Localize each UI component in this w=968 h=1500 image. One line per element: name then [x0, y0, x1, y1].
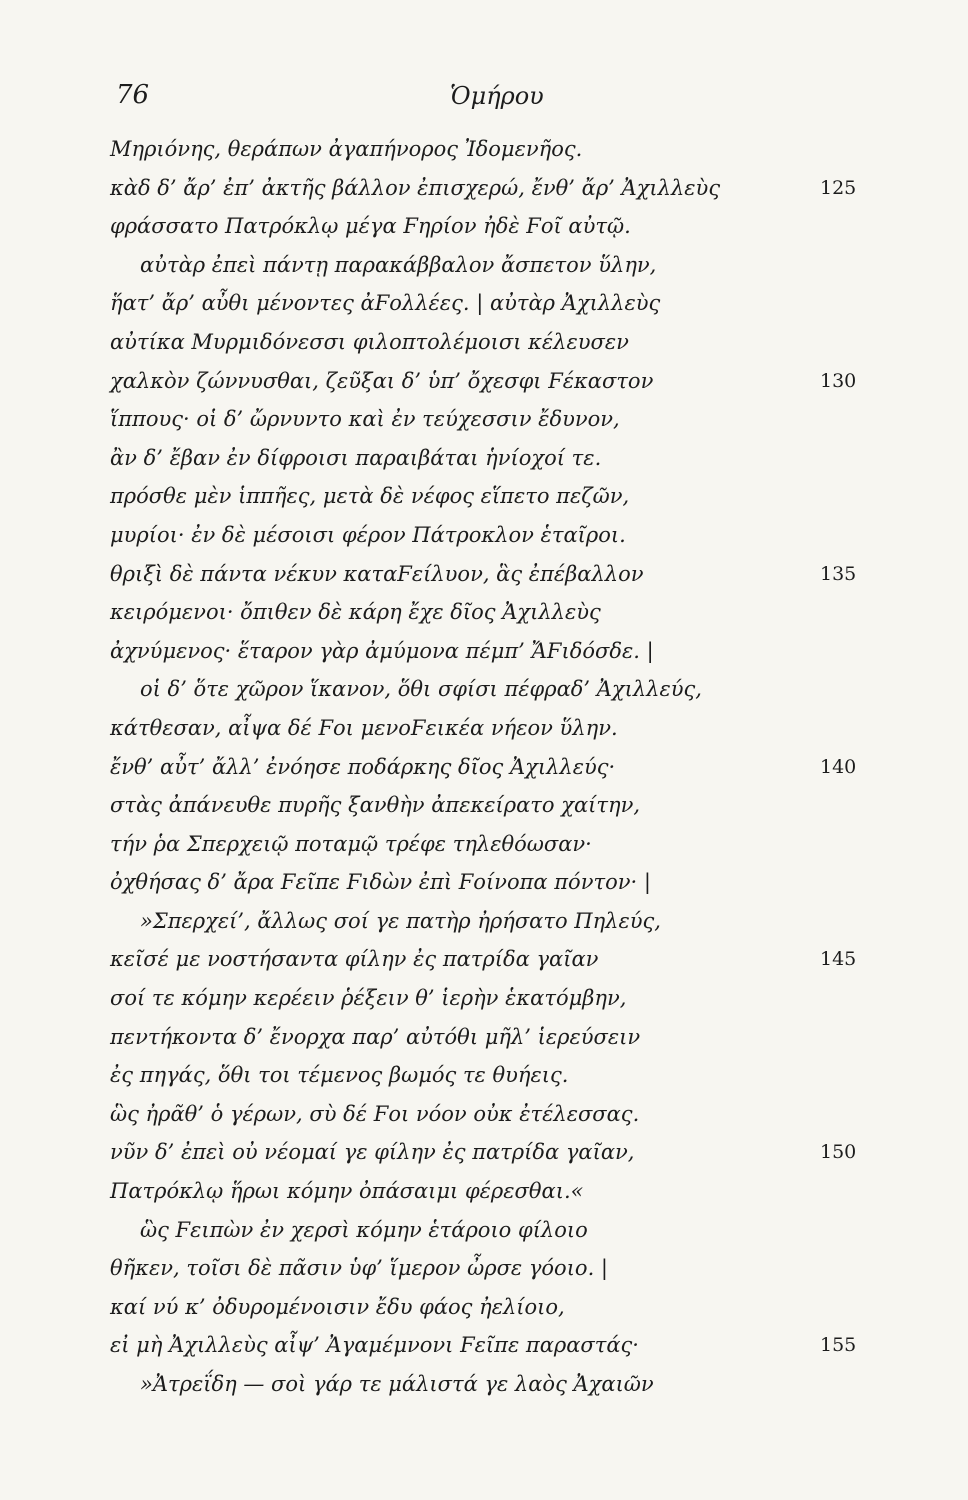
verse-line-text: κεῖσέ με νοστήσαντα φίλην ἐς πατρίδα γαῖαν	[110, 947, 599, 972]
verse-line	[110, 1288, 870, 1327]
verse-line	[110, 400, 870, 439]
verse-line-text: θῆκεν, τοῖσι δὲ πᾶσιν ὑφ’ ἵμερον ὦρσε γόοιο. |	[110, 1256, 608, 1281]
verse-line	[110, 709, 870, 748]
verse-line	[110, 940, 870, 979]
verse-line-text: ἀχνύμενος· ἕταρον γὰρ ἀμύμονα πέμπ’ ἌϜιδόσδε. |	[110, 638, 654, 663]
verse-line-text: αὐτίκα Μυρμιδόνεσσι φιλοπτολέμοισι κέλευσεν	[110, 329, 629, 354]
verse-line	[110, 902, 870, 941]
verse-line-text: καί νύ κ’ ὀδυρομένοισιν ἔδυ φάος ἠελίοιο,	[110, 1294, 565, 1319]
verse-line-text: ἥατ’ ἄρ’ αὖθι μένοντες ἀϜολλέες. | αὐτὰρ Ἀχιλλεὺς	[110, 291, 661, 316]
line-number: 140	[820, 755, 857, 778]
verse-line	[110, 786, 870, 825]
verse-line-text: ἵππους· οἱ δ’ ὤρνυντο καὶ ἐν τεύχεσσιν ἔδυνον,	[110, 407, 620, 432]
line-number: 125	[820, 176, 857, 199]
verse-line	[110, 1365, 870, 1404]
verse-line-text: Πατρόκλῳ ἥρωι κόμην ὀπάσαιμι φέρεσθαι.«	[110, 1179, 584, 1204]
verse-text	[110, 130, 870, 1404]
verse-line	[110, 439, 870, 478]
verse-line	[110, 207, 870, 246]
verse-line-text: πεντήκοντα δ’ ἔνορχα παρ’ αὐτόθι μῆλ’ ἱερεύσειν	[110, 1024, 641, 1049]
line-number: 145	[820, 948, 857, 971]
verse-line-text: οἱ δ’ ὅτε χῶρον ἵκανον, ὅθι σφίσι πέφραδ’ Ἀχιλλεύς,	[140, 677, 702, 702]
line-number: 150	[820, 1141, 857, 1164]
verse-line-text: φράσσατο Πατρόκλῳ μέγα Ϝηρίον ἠδὲ Ϝοῖ αὐτῷ.	[110, 214, 631, 239]
verse-line	[110, 1095, 870, 1134]
verse-line-text: τήν ῥα Σπερχειῷ ποταμῷ τρέφε τηλεθόωσαν·	[110, 831, 592, 856]
verse-line	[110, 246, 870, 285]
verse-line	[110, 593, 870, 632]
line-number: 155	[820, 1334, 857, 1357]
running-title: Ὁμήρου	[450, 82, 544, 110]
verse-line-text: ἂν δ’ ἔβαν ἐν δίφροισι παραιβάται ἡνίοχοί τε.	[110, 445, 602, 470]
verse-line	[110, 1249, 870, 1288]
verse-line-text: ἔνθ’ αὖτ’ ἄλλ’ ἐνόησε ποδάρκης δῖος Ἀχιλλεύς·	[110, 754, 616, 779]
verse-line	[110, 1133, 870, 1172]
verse-line-text: μυρίοι· ἐν δὲ μέσοισι φέρον Πάτροκλον ἑταῖροι.	[110, 522, 626, 547]
verse-line	[110, 670, 870, 709]
verse-line	[110, 1326, 870, 1365]
page-number: 76	[116, 80, 150, 110]
verse-line-text: »Σπερχεί’, ἄλλως σοί γε πατὴρ ἠρήσατο Πηλεύς,	[140, 908, 661, 933]
verse-line	[110, 323, 870, 362]
verse-line-text: ὀχθήσας δ’ ἄρα Ϝεῖπε Ϝιδὼν ἐπὶ Ϝοίνοπα πόντον· |	[110, 870, 651, 895]
verse-line	[110, 477, 870, 516]
verse-line-text: αὐτὰρ ἐπεὶ πάντῃ παρακάββαλον ἄσπετον ὕλην,	[140, 252, 657, 277]
verse-line-text: ὣς Ϝειπὼν ἐν χερσὶ κόμην ἑτάροιο φίλοιο	[140, 1217, 588, 1242]
verse-line-text: χαλκὸν ζώννυσθαι, ζεῦξαι δ’ ὑπ’ ὄχεσφι Ϝέκαστον	[110, 368, 654, 393]
verse-line-text: εἰ μὴ Ἀχιλλεὺς αἶψ’ Ἀγαμέμνονι Ϝεῖπε παραστάς·	[110, 1333, 639, 1358]
verse-line	[110, 1018, 870, 1057]
verse-line-text: »Ἀτρεΐδη — σοὶ γάρ τε μάλιστά γε λαὸς Ἀχαιῶν	[140, 1372, 654, 1396]
verse-line	[110, 863, 870, 902]
verse-line	[110, 516, 870, 555]
verse-line-text: θριξὶ δὲ πάντα νέκυν καταϜείλυον, ἃς ἐπέβαλλον	[110, 561, 644, 586]
verse-line	[110, 1172, 870, 1211]
verse-line-text: ὣς ἠρᾶθ’ ὁ γέρων, σὺ δέ Ϝοι νόον οὐκ ἐτέλεσσας.	[110, 1101, 640, 1126]
verse-line-text: κὰδ δ’ ἄρ’ ἐπ’ ἀκτῆς βάλλον ἐπισχερώ, ἔνθ’ ἄρ’ Ἀχιλλεὺς	[110, 175, 721, 200]
verse-line-text: ἐς πηγάς, ὅθι τοι τέμενος βωμός τε θυήεις.	[110, 1063, 569, 1088]
verse-line-text: σοί τε κόμην κερέειν ῥέξειν θ’ ἱερὴν ἑκατόμβην,	[110, 986, 627, 1011]
verse-line	[110, 555, 870, 594]
verse-line-text: πρόσθε μὲν ἱππῆες, μετὰ δὲ νέφος εἵπετο πεζῶν,	[110, 484, 630, 509]
verse-line	[110, 825, 870, 864]
verse-line	[110, 1211, 870, 1250]
verse-line-text: νῦν δ’ ἐπεὶ οὐ νέομαί γε φίλην ἐς πατρίδα γαῖαν,	[110, 1140, 635, 1165]
verse-line	[110, 979, 870, 1018]
verse-line	[110, 284, 870, 323]
verse-line-text: κάτθεσαν, αἶψα δέ Ϝοι μενοϜεικέα νήεον ὕλην.	[110, 715, 618, 740]
verse-line-text: κειρόμενοι· ὄπιθεν δὲ κάρη ἔχε δῖος Ἀχιλλεὺς	[110, 600, 601, 625]
page-header	[116, 80, 876, 120]
verse-line-text: Μηριόνης, θεράπων ἀγαπήνορος Ἰδομενῆος.	[110, 137, 583, 161]
verse-line	[110, 748, 870, 787]
verse-line	[110, 169, 870, 208]
verse-line-text: στὰς ἀπάνευθε πυρῆς ξανθὴν ἀπεκείρατο χαίτην,	[110, 793, 641, 818]
line-number: 135	[820, 562, 857, 585]
verse-line	[110, 1056, 870, 1095]
verse-line	[110, 632, 870, 671]
verse-line	[110, 362, 870, 401]
line-number: 130	[820, 369, 857, 392]
verse-line	[110, 130, 870, 169]
